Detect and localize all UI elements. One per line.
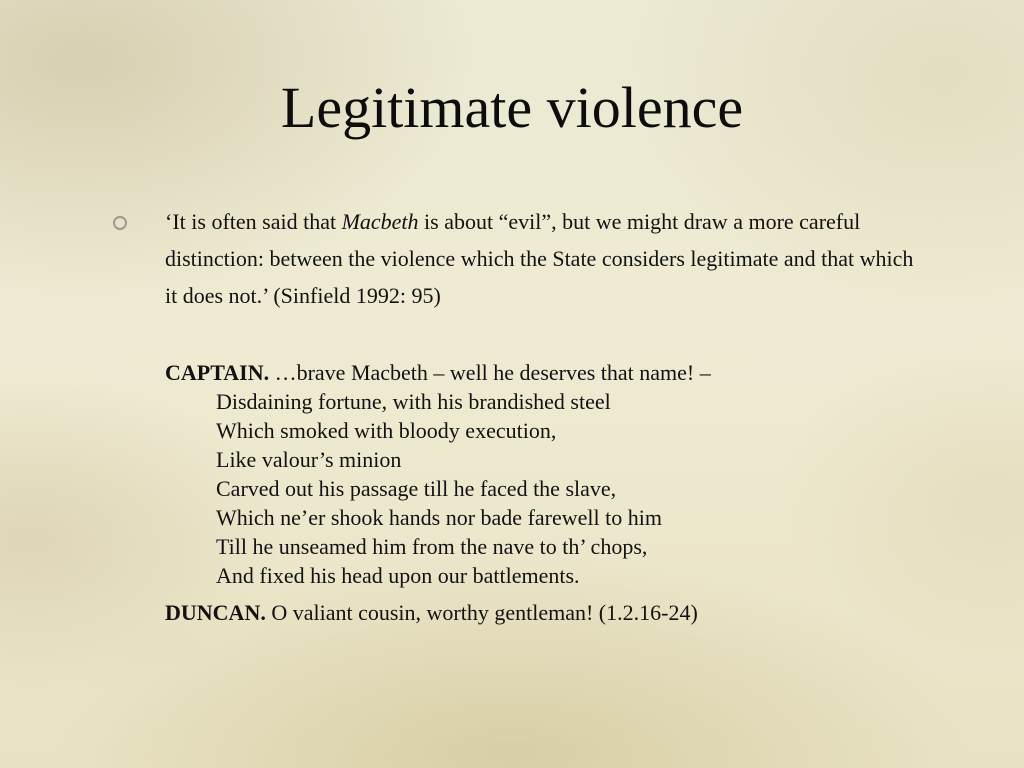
- slide-title: Legitimate violence: [280, 75, 744, 140]
- play-quotation: [165, 358, 925, 627]
- bullet-text-italic-title: Macbeth: [341, 209, 419, 234]
- captain-speaker-label: CAPTAIN.: [165, 360, 270, 385]
- verse-line: Like valour’s minion: [216, 447, 402, 472]
- verse-line: Carved out his passage till he faced the slave,: [216, 476, 617, 501]
- captain-line-text: …brave Macbeth – well he deserves that name! –: [269, 360, 711, 385]
- verse-line: And fixed his head upon our battlements.: [216, 563, 580, 588]
- duncan-line-text: O valiant cousin, worthy gentleman! (1.2.16-24): [265, 600, 698, 625]
- captain-first-line: [165, 358, 925, 387]
- captain-verse: [216, 387, 925, 590]
- duncan-line: [165, 598, 925, 627]
- bullet-text-after: is about “evil”, but we might draw a more careful distinction: between the violence which the State considers legitimate and that which it does not.’ (Sinfield 1992: 95): [165, 209, 914, 308]
- hollow-circle-bullet-icon: [113, 216, 127, 230]
- verse-line: Which ne’er shook hands nor bade farewell to him: [216, 505, 662, 530]
- bullet-text: [165, 203, 925, 314]
- duncan-speaker-label: DUNCAN.: [165, 600, 266, 625]
- verse-line: Disdaining fortune, with his brandished steel: [216, 389, 611, 414]
- verse-line: Which smoked with bloody execution,: [216, 418, 557, 443]
- bullet-text-before: ‘It is often said that: [165, 209, 342, 234]
- verse-line: Till he unseamed him from the nave to th’ chops,: [216, 534, 648, 559]
